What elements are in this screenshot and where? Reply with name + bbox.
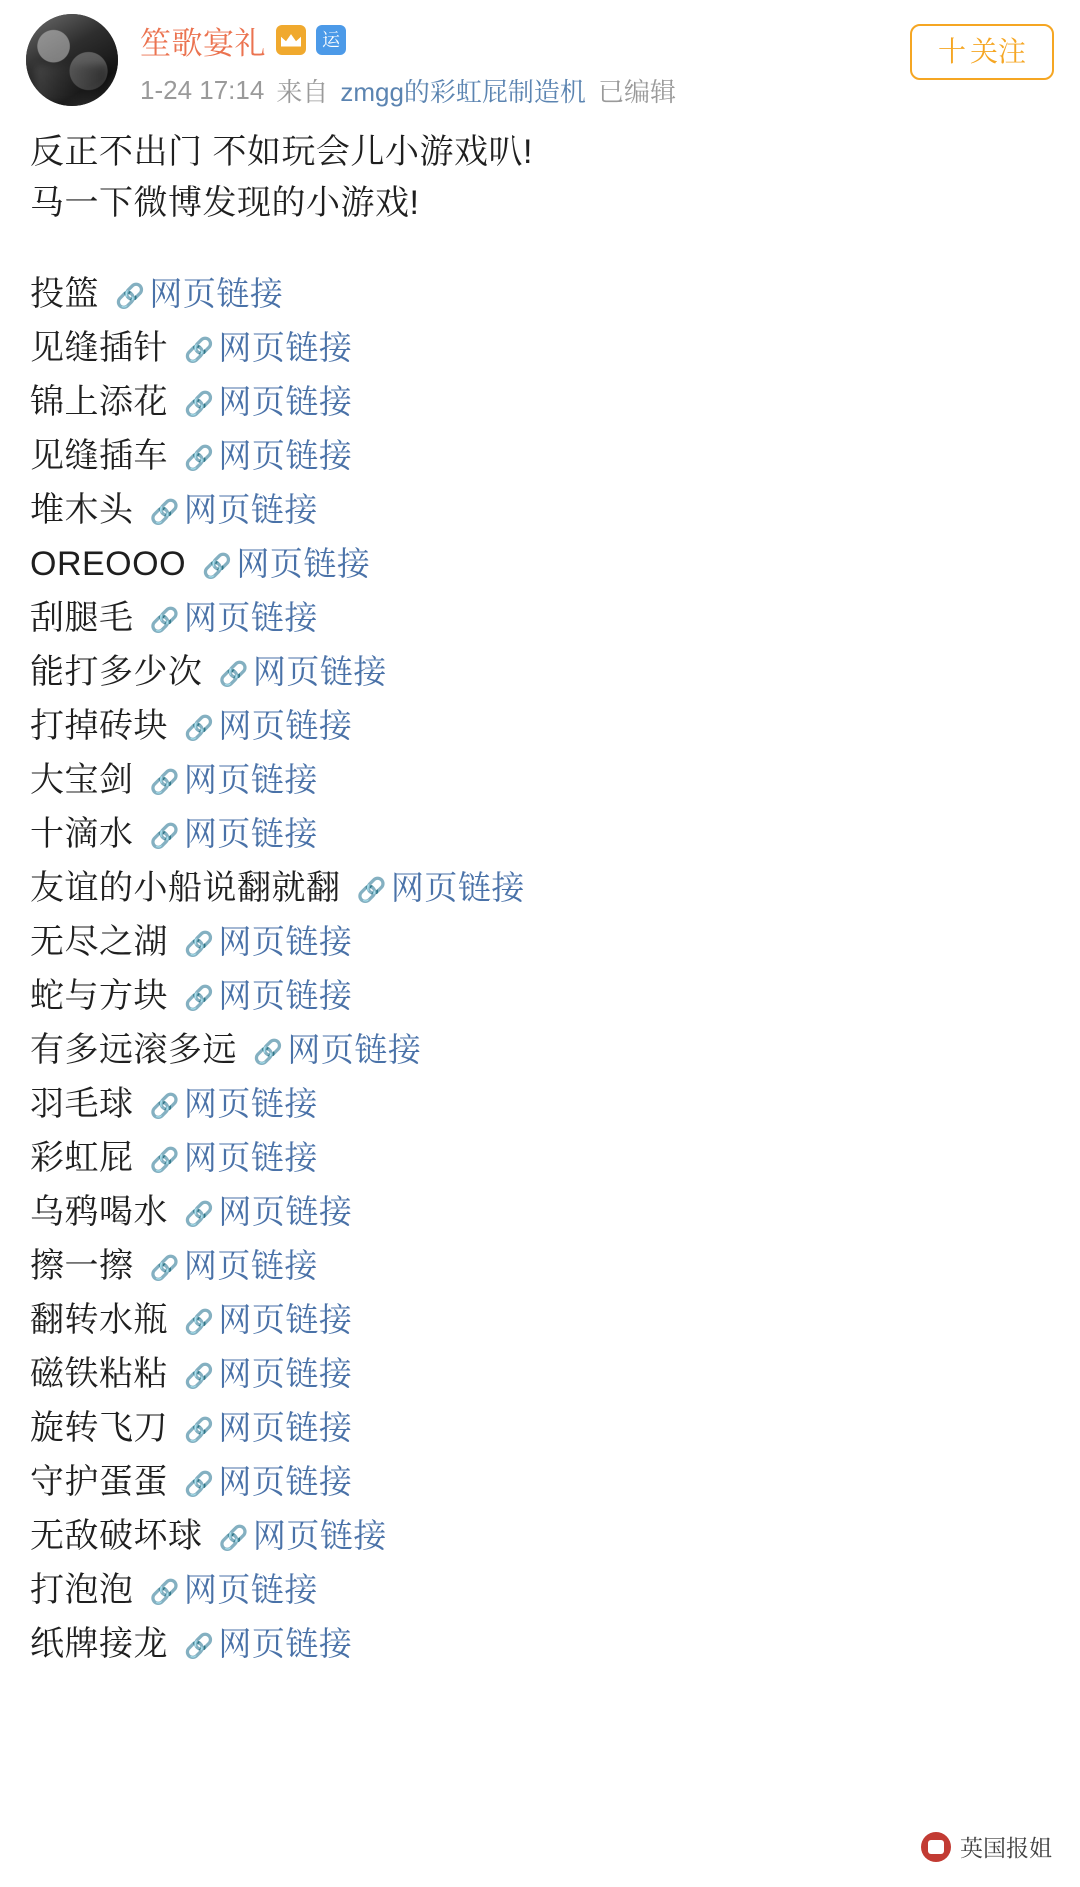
link-chain-icon: 🔗 <box>149 607 180 634</box>
game-title: 锦上添花 <box>30 383 168 421</box>
web-link-label: 网页链接 <box>218 329 353 366</box>
link-chain-icon: 🔗 <box>184 1417 215 1444</box>
web-link[interactable] <box>150 1241 318 1295</box>
game-title: 大宝剑 <box>30 761 134 799</box>
square-badge-icon[interactable]: 运 <box>316 25 346 55</box>
web-link[interactable] <box>184 1457 352 1511</box>
list-item <box>30 1133 1050 1187</box>
link-chain-icon: 🔗 <box>184 985 215 1012</box>
link-chain-icon: 🔗 <box>253 1039 284 1066</box>
game-title: 打掉砖块 <box>30 707 168 745</box>
web-link-label: 网页链接 <box>183 1247 318 1284</box>
source-prefix: 来自 <box>276 77 329 107</box>
follow-button-label: 关注 <box>969 36 1026 67</box>
web-link[interactable] <box>184 323 352 377</box>
list-item <box>30 485 1050 539</box>
list-item <box>30 377 1050 431</box>
list-item <box>30 1349 1050 1403</box>
game-title: 刮腿毛 <box>30 599 134 637</box>
web-link-label: 网页链接 <box>183 491 318 528</box>
web-link[interactable] <box>150 809 318 863</box>
post-meta-row <box>140 72 910 109</box>
list-item <box>30 1241 1050 1295</box>
list-item <box>30 1025 1050 1079</box>
link-chain-icon: 🔗 <box>184 1363 215 1390</box>
post-body <box>0 109 1080 1673</box>
web-link[interactable] <box>115 269 283 323</box>
link-chain-icon: 🔗 <box>149 769 180 796</box>
list-item <box>30 647 1050 701</box>
link-chain-icon: 🔗 <box>218 1525 249 1552</box>
web-link[interactable] <box>150 755 318 809</box>
web-link[interactable] <box>184 1349 352 1403</box>
web-link[interactable] <box>184 917 352 971</box>
web-link-label: 网页链接 <box>218 437 353 474</box>
game-title: OREOOO <box>30 545 187 583</box>
link-chain-icon: 🔗 <box>184 931 215 958</box>
list-item <box>30 1565 1050 1619</box>
web-link[interactable] <box>184 431 352 485</box>
link-chain-icon: 🔗 <box>184 1471 215 1498</box>
vip-crown-icon[interactable] <box>276 25 306 55</box>
link-chain-icon: 🔗 <box>149 823 180 850</box>
game-title: 守护蛋蛋 <box>30 1463 168 1501</box>
list-item <box>30 863 1050 917</box>
link-chain-icon: 🔗 <box>149 1093 180 1120</box>
web-link-label: 网页链接 <box>183 761 318 798</box>
web-link-label: 网页链接 <box>183 599 318 636</box>
user-info-block <box>140 14 910 109</box>
body-spacer <box>30 229 1050 269</box>
web-link-label: 网页链接 <box>149 275 284 312</box>
web-link-label: 网页链接 <box>183 815 318 852</box>
web-link-label: 网页链接 <box>218 383 353 420</box>
link-chain-icon: 🔗 <box>356 877 387 904</box>
web-link[interactable] <box>150 593 318 647</box>
web-link-label: 网页链接 <box>218 1301 353 1338</box>
web-link[interactable] <box>184 1403 352 1457</box>
web-link[interactable] <box>184 701 352 755</box>
game-title: 擦一擦 <box>30 1247 134 1285</box>
source-link[interactable]: zmgg的彩虹屁制造机 <box>340 77 586 107</box>
link-chain-icon: 🔗 <box>184 1633 215 1660</box>
link-chain-icon: 🔗 <box>202 553 233 580</box>
link-chain-icon: 🔗 <box>115 283 146 310</box>
watermark-logo-icon <box>921 1832 951 1862</box>
web-link[interactable] <box>184 1619 352 1673</box>
game-title: 磁铁粘粘 <box>30 1355 168 1393</box>
user-name-row <box>140 18 910 62</box>
web-link-label: 网页链接 <box>218 707 353 744</box>
link-chain-icon: 🔗 <box>184 445 215 472</box>
web-link[interactable] <box>184 1187 352 1241</box>
web-link-label: 网页链接 <box>287 1031 422 1068</box>
link-chain-icon: 🔗 <box>218 661 249 688</box>
web-link-label: 网页链接 <box>236 545 371 582</box>
game-title: 无尽之湖 <box>30 923 168 961</box>
game-title: 堆木头 <box>30 491 134 529</box>
list-item <box>30 1187 1050 1241</box>
web-link-label: 网页链接 <box>183 1571 318 1608</box>
web-link[interactable] <box>184 1295 352 1349</box>
link-chain-icon: 🔗 <box>184 391 215 418</box>
game-title: 打泡泡 <box>30 1571 134 1609</box>
link-chain-icon: 🔗 <box>149 499 180 526</box>
user-name[interactable]: 笙歌宴礼 <box>140 25 266 61</box>
list-item <box>30 1619 1050 1673</box>
web-link[interactable] <box>150 485 318 539</box>
intro-line-2: 马一下微博发现的小游戏! <box>30 184 420 222</box>
web-link-label: 网页链接 <box>218 1193 353 1230</box>
game-title: 翻转水瓶 <box>30 1301 168 1339</box>
game-title: 蛇与方块 <box>30 977 168 1015</box>
follow-button[interactable] <box>910 24 1054 80</box>
web-link-label: 网页链接 <box>390 869 525 906</box>
web-link[interactable] <box>219 647 387 701</box>
list-item <box>30 1403 1050 1457</box>
game-title: 纸牌接龙 <box>30 1625 168 1663</box>
web-link[interactable] <box>184 377 352 431</box>
game-title: 见缝插车 <box>30 437 168 475</box>
intro-line-1: 反正不出门 不如玩会儿小游戏叭! <box>30 133 533 171</box>
list-item <box>30 755 1050 809</box>
web-link-label: 网页链接 <box>218 1355 353 1392</box>
web-link-label: 网页链接 <box>252 653 387 690</box>
list-item <box>30 1295 1050 1349</box>
avatar[interactable] <box>26 14 118 106</box>
game-title: 能打多少次 <box>30 653 203 691</box>
list-item <box>30 971 1050 1025</box>
web-link[interactable] <box>150 1079 318 1133</box>
game-title: 羽毛球 <box>30 1085 134 1123</box>
watermark-text: 英国报姐 <box>960 1835 1052 1861</box>
game-title: 彩虹屁 <box>30 1139 134 1177</box>
web-link[interactable] <box>150 1133 318 1187</box>
web-link-label: 网页链接 <box>218 977 353 1014</box>
web-link-label: 网页链接 <box>218 1625 353 1662</box>
link-chain-icon: 🔗 <box>184 1201 215 1228</box>
list-item <box>30 917 1050 971</box>
web-link-label: 网页链接 <box>218 1463 353 1500</box>
web-link[interactable] <box>253 1025 421 1079</box>
list-item <box>30 1511 1050 1565</box>
link-chain-icon: 🔗 <box>149 1147 180 1174</box>
web-link-label: 网页链接 <box>183 1085 318 1122</box>
web-link[interactable] <box>219 1511 387 1565</box>
list-item <box>30 593 1050 647</box>
game-title: 友谊的小船说翻就翻 <box>30 869 341 907</box>
list-item <box>30 809 1050 863</box>
avatar-image <box>26 14 118 106</box>
web-link-label: 网页链接 <box>218 923 353 960</box>
link-chain-icon: 🔗 <box>184 337 215 364</box>
link-chain-icon: 🔗 <box>184 715 215 742</box>
list-item <box>30 1457 1050 1511</box>
post-timestamp: 1-24 17:14 <box>140 75 265 105</box>
link-chain-icon: 🔗 <box>149 1255 180 1282</box>
game-title: 有多远滚多远 <box>30 1031 237 1069</box>
list-item <box>30 539 1050 593</box>
edited-label: 已编辑 <box>597 77 676 107</box>
list-item <box>30 431 1050 485</box>
web-link-label: 网页链接 <box>218 1409 353 1446</box>
list-item <box>30 1079 1050 1133</box>
web-link-label: 网页链接 <box>252 1517 387 1554</box>
game-title: 无敌破坏球 <box>30 1517 203 1555</box>
web-link[interactable] <box>357 863 525 917</box>
game-title: 乌鸦喝水 <box>30 1193 168 1231</box>
list-item <box>30 269 1050 323</box>
list-item <box>30 323 1050 377</box>
game-title: 投篮 <box>30 275 99 313</box>
plus-icon: 十 <box>937 36 966 67</box>
list-item <box>30 701 1050 755</box>
web-link[interactable] <box>184 971 352 1025</box>
game-title: 十滴水 <box>30 815 134 853</box>
watermark <box>915 1826 1058 1867</box>
link-chain-icon: 🔗 <box>149 1579 180 1606</box>
web-link-label: 网页链接 <box>183 1139 318 1176</box>
game-link-list <box>30 269 1050 1673</box>
link-chain-icon: 🔗 <box>184 1309 215 1336</box>
web-link[interactable] <box>150 1565 318 1619</box>
web-link[interactable] <box>202 539 370 593</box>
post-header <box>0 0 1080 109</box>
game-title: 旋转飞刀 <box>30 1409 168 1447</box>
game-title: 见缝插针 <box>30 329 168 367</box>
